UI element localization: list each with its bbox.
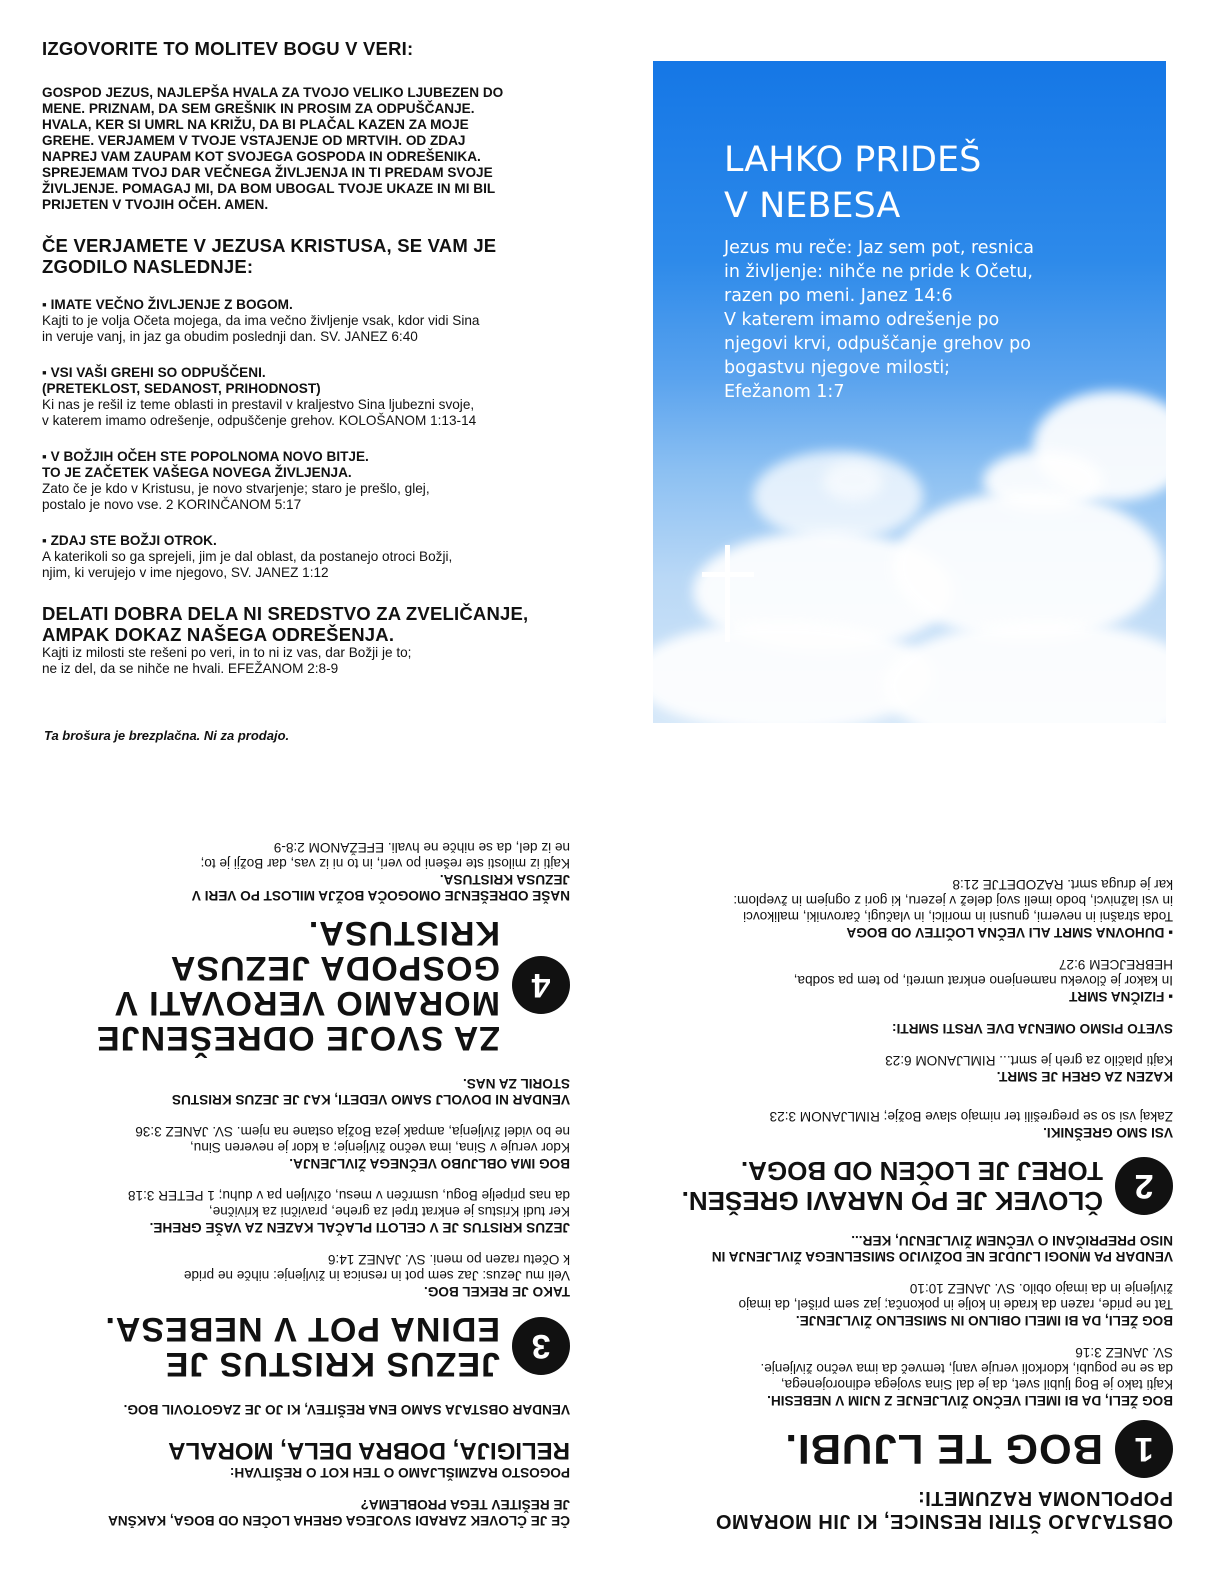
bullet-text: Kajti to je volja Očeta mojega, da ima večno življenje vsak, kdor vidi Sina: [42, 313, 480, 328]
bullet-text: A katerikoli so ga sprejeli, jim je dal oblast, da postanejo otroci Božji,: [42, 549, 453, 564]
point-title-2: JEZUSA KRISTUSA.: [439, 872, 570, 887]
cover-title-line-2: V NEBESA: [724, 186, 901, 226]
truths-3-4-panel: [40, 838, 570, 1528]
truth-4-header: [40, 915, 570, 1055]
point-title: BOG IMA OBLJUBO VEČNEGA ŽIVLJENJA.: [289, 1156, 570, 1171]
works-text: ne iz del, da se nihče ne hvali. EFEŽANOM 2:8-9: [42, 661, 339, 676]
verse-line: bogastvu njegove milosti;: [724, 358, 951, 378]
truth-2-header: [645, 1156, 1173, 1216]
solution-intro-2: JE REŠITEV TEGA PROBLEMA?: [360, 1497, 570, 1512]
believe-heading-2: ZGODILO NASLEDNJE:: [42, 256, 254, 277]
bullet-subtitle: TO JE ZAČETEK VAŠEGA NOVEGA ŽIVLJENJA.: [42, 465, 352, 480]
prayer-line: GOSPOD JEZUS, NAJLEPŠA HVALA ZA TVOJO VELIKO LJUBEZEN DO: [42, 85, 504, 100]
truth-2-title: ČLOVEK JE PO NARAVI GREŠEN.: [681, 1186, 1103, 1216]
point-text: ne bo videl življenja, ampak jeza Božja ostane na njem. SV. JANEZ 3:36: [135, 1124, 570, 1139]
truth-2-title-2: TOREJ JE LOČEN OD BOGA.: [740, 1156, 1103, 1186]
bullet-title: ▪ V BOŽJIH OČEH STE POPOLNOMA NOVO BITJE.: [42, 449, 369, 464]
point-title: NAŠE ODREŠENJE OMOGOČA BOŽJA MILOST PO VERI V: [191, 888, 570, 903]
solution-options: RELIGIJA, DOBRA DELA, MORALA: [168, 1437, 570, 1464]
point-title: TAKO JE REKEL BOG.: [423, 1284, 570, 1299]
truth-3-title-2: EDINA POT V NEBESA.: [104, 1310, 500, 1348]
truth-4-title-3: GOSPODA JEZUSA KRISTUSA.: [171, 914, 500, 987]
truth-3-title: JEZUS KRISTUS JE: [164, 1345, 500, 1383]
cross-icon: [725, 545, 730, 642]
number-3-badge: 3: [512, 1317, 570, 1375]
point-text: Kdor veruje v Sina, ima večno življenje; a kdor je neveren Sinu,: [189, 1140, 570, 1155]
works-text: Kajti iz milosti ste rešeni po veri, in to ni iz vas, dar Božji je to;: [42, 645, 412, 660]
cover-title-line-1: LAHKO PRIDEŠ: [724, 140, 982, 180]
cloud: [893, 491, 1163, 641]
prayer-line: HVALA, KER SI UMRL NA KRIŽU, DA BI PLAČAL KAZEN ZA MOJE: [42, 117, 469, 132]
point-title-2: NISO PREPRIČANI O VEČNEM ŽIVLJENJU, KER...: [851, 1233, 1173, 1248]
point-text: HEBREJCEM 9:27: [1058, 957, 1173, 972]
point-text: in vsi lažnivci, bodo imeli svoj delež v jezeru, ki gori z ognjem in žveplom:: [733, 893, 1173, 908]
point-title: VENDAR PA MNOGI LJUDJE NE DOŽIVIJO SMISELNEGA ŽIVLJENJA IN: [711, 1249, 1173, 1264]
four-truths-intro-2: POPOLNOMA RAZUMETI:: [917, 1487, 1173, 1509]
prayer-heading: IZGOVORITE TO MOLITEV BOGU V VERI:: [42, 38, 414, 59]
four-truths-intro: OBSTAJAJO ŠTIRI RESNICE, KI JIH MORAMO: [715, 1510, 1173, 1532]
point-title: JEZUS KRISTUS JE V CELOTI PLAČAL KAZEN ZA VAŠE GREHE.: [149, 1220, 570, 1235]
truth-3-header: [40, 1311, 570, 1381]
point-title: VENDAR NI DOVOLJ SAMO VEDETI, KAJ JE JEZUS KRISTUS: [171, 1092, 570, 1107]
bullet-subtitle: (PRETEKLOST, SEDANOST, PRIHODNOST): [42, 381, 321, 396]
cover-verse: [724, 236, 1144, 404]
prayer-text: [42, 85, 582, 213]
prayer-line: SPREJEMAM TVOJ DAR VEČNEGA ŽIVLJENJA IN TI PREDAM SVOJE: [42, 165, 493, 180]
point-text: Toda strašni in neverni, gnusni in morilci, in vlačugi, čarovniki, malikovci: [743, 909, 1173, 924]
truth-1-title: BOG TE LJUBI.: [784, 1426, 1103, 1473]
prayer-panel: [42, 38, 582, 758]
point-text: Zakaj vsi so se pregrešili ter nimajo slave Božje; RIMLJANOM 3:23: [769, 1109, 1173, 1124]
point-title: VSI SMO GREŠNIKI.: [1043, 1125, 1173, 1140]
point-text: Kajti plačilo za greh je smrt... RIMLJANOM 6:23: [885, 1053, 1173, 1068]
cloud: [823, 461, 883, 501]
cloud: [883, 621, 1166, 723]
point-text: kar je druga smrt. RAZODETJE 21:8: [952, 877, 1173, 892]
truth-4-title-2: MORAMO VEROVATI V: [114, 984, 500, 1022]
prayer-line: NAPREJ VAM ZAUPAM KOT SVOJEGA GOSPODA IN ODREŠENIKA.: [42, 149, 481, 164]
number-1-badge: 1: [1115, 1420, 1173, 1478]
solution-intro: ČE JE ČLOVEK ZARADI SVOJEGA GREHA LOČEN OD BOGA, KAKŠNA: [108, 1513, 570, 1528]
point-text: Ker tudi Kristus je enkrat trpel za grehe, pravični za krivične,: [208, 1204, 570, 1219]
cross-icon-bar: [702, 572, 754, 577]
truths-1-2-panel: [645, 862, 1173, 1532]
free-note: Ta brošura je brezplačna. Ni za prodajo.: [44, 728, 290, 743]
cover-panel: [653, 61, 1166, 723]
prayer-line: MENE. PRIZNAM, DA SEM GREŠNIK IN PROSIM ZA ODPUŠČANJE.: [42, 101, 475, 116]
point-text: Kajti iz milosti ste rešeni po veri, in to ni iz vas, dar Božji je to;: [200, 856, 570, 871]
believe-heading: ČE VERJAMETE V JEZUSA KRISTUSA, SE VAM JE: [42, 235, 497, 256]
bullet-text: in veruje vanj, in jaz ga obudim poslednji dan. SV. JANEZ 6:40: [42, 329, 418, 344]
point-text: ne iz del, da se nihče ne hvali. EFEŽANOM 2:8-9: [273, 840, 570, 855]
point-title: ▪ FIZIČNA SMRT: [1069, 989, 1173, 1004]
point-title: SVETO PISMO OMENJA DVE VRSTI SMRTI:: [892, 1021, 1173, 1036]
bullet-text: njim, ki verujejo v ime njegovo, SV. JANEZ 1:12: [42, 565, 329, 580]
point-text: Tat ne pride, razen da krade in kolje in pokonča; jaz sem prišel, da imajo: [738, 1297, 1173, 1312]
bullet-text: v katerem imamo odrešenje, odpuščenje grehov. KOLOŠANOM 1:13-14: [42, 413, 477, 428]
solution-intro-3: POGOSTO RAZMIŠLJAMO O TEH KOT O REŠITVAH:: [229, 1465, 570, 1480]
bullet-text: Zato če je kdo v Kristusu, je novo stvarjenje; staro je prešlo, glej,: [42, 481, 430, 496]
cover-title: [724, 137, 981, 229]
verse-line: in življenje: nihče ne pride k Očetu,: [724, 262, 1033, 282]
number-4-badge: 4: [512, 956, 570, 1014]
truth-1-header: [645, 1420, 1173, 1478]
works-heading-2: AMPAK DOKAZ NAŠEGA ODREŠENJA.: [42, 624, 395, 645]
bullet-title: ▪ VSI VAŠI GREHI SO ODPUŠČENI.: [42, 365, 266, 380]
point-text: Kajti tako je Bog ljubil svet, da je dal Sina svojega edinorojenega,: [780, 1377, 1173, 1392]
only-one-solution: VENDAR OBSTAJA SAMO ENA REŠITEV, KI JO JE ZAGOTOVIL BOG.: [123, 1402, 570, 1417]
point-text: Veli mu Jezus: Jaz sem pot in resnica in življenje: nihče ne pride: [183, 1268, 570, 1283]
point-text: In kakor je človeku namenjeno enkrat umreti, po tem pa sodba,: [793, 973, 1173, 988]
bullet-title: ▪ ZDAJ STE BOŽJI OTROK.: [42, 533, 217, 548]
verse-line: razen po meni. Janez 14:6: [724, 286, 953, 306]
verse-line: Efežanom 1:7: [724, 382, 845, 402]
verse-line: V katerem imamo odrešenje po: [724, 310, 1000, 330]
bullet-text: postalo je novo vse. 2 KORINČANOM 5:17: [42, 497, 302, 512]
number-2-badge: 2: [1115, 1157, 1173, 1215]
point-title: KAZEN ZA GREH JE SMRT.: [996, 1069, 1173, 1084]
truth-4-title: ZA SVOJE ODREŠENJE: [95, 1019, 500, 1057]
bullet-title: ▪ IMATE VEČNO ŽIVLJENJE Z BOGOM.: [42, 297, 293, 312]
prayer-line: ŽIVLJENJE. POMAGAJ MI, DA BOM UBOGAL TVOJE UKAZE IN MI BIL: [42, 181, 496, 196]
point-title: BOG ŽELI, DA BI IMELI OBILNO IN SMISELNO ŽIVLJENJE.: [795, 1313, 1173, 1328]
point-text: k Očetu razen po meni. SV. JANEZ 14:6: [327, 1252, 570, 1267]
verse-line: njegovi krvi, odpuščanje grehov po: [724, 334, 1031, 354]
point-text: življenje in da imajo obilo. SV. JANEZ 10:10: [909, 1281, 1173, 1296]
point-title: BOG ŽELI, DA BI IMELI VEČNO ŽIVLJENJE Z NJIM V NEBESIH.: [767, 1393, 1173, 1408]
prayer-line: PRIJETEN V TVOJIH OČEH. AMEN.: [42, 197, 269, 212]
prayer-line: GREHE. VERJAMEM V TVOJE VSTAJENJE OD MRTVIH. OD ZDAJ: [42, 133, 466, 148]
point-title: ▪ DUHOVNA SMRT ALI VEČNA LOČITEV OD BOGA: [846, 925, 1173, 940]
point-text: SV. JANEZ 3:16: [1075, 1345, 1173, 1360]
point-text: da nas pripelje Bogu, usmrčen v mesu, oživljen pa v duhu; 1 PETER 3:18: [127, 1188, 570, 1203]
point-title-2: STORIL ZA NAS.: [463, 1076, 570, 1091]
works-heading: DELATI DOBRA DELA NI SREDSTVO ZA ZVELIČANJE,: [42, 603, 529, 624]
point-text: da se ne pogubi, kdorkoli veruje vanj, temveč da ima večno življenje.: [760, 1361, 1173, 1376]
verse-line: Jezus mu reče: Jaz sem pot, resnica: [724, 238, 1034, 258]
bullet-text: Ki nas je rešil iz teme oblasti in prestavil v kraljestvo Sina ljubezni svoje,: [42, 397, 475, 412]
